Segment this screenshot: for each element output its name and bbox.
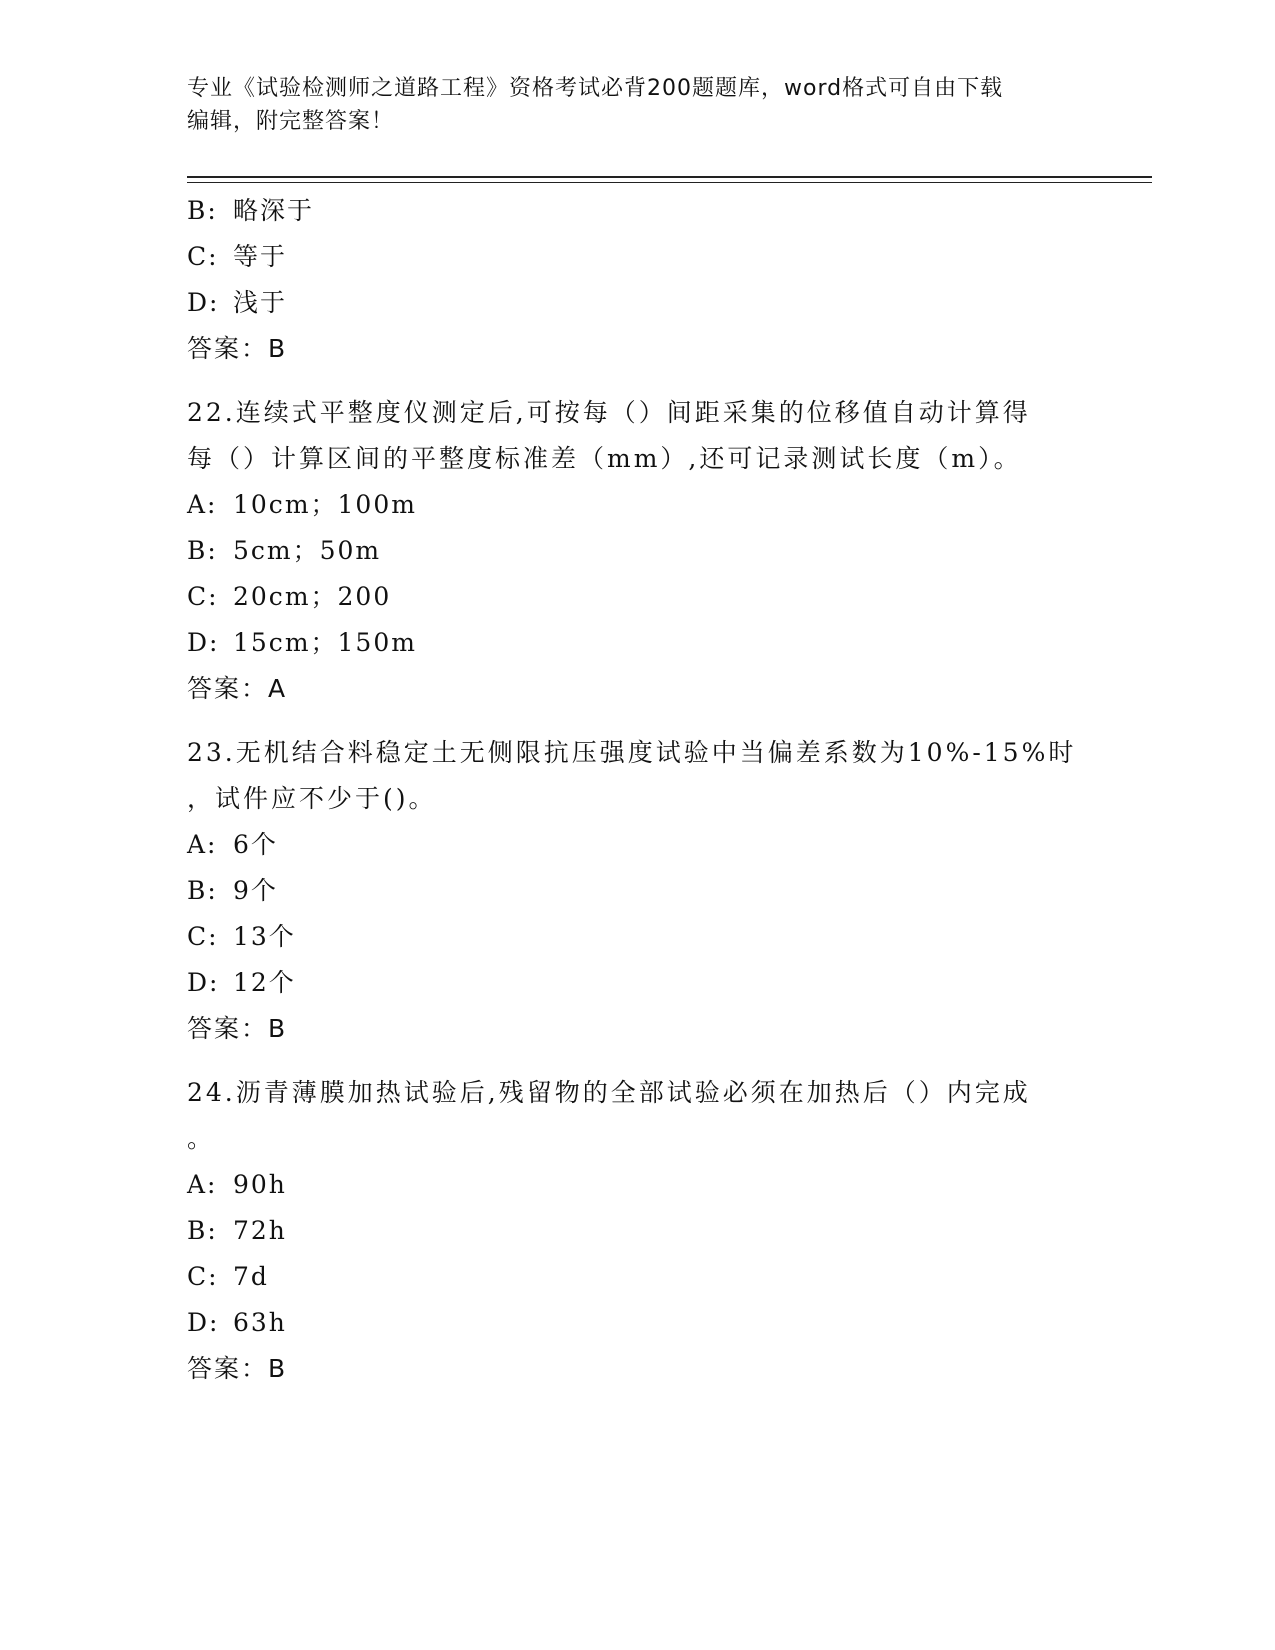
question-block-22	[187, 390, 1087, 712]
option-label: A:	[187, 1170, 218, 1199]
option-label: C:	[187, 1262, 219, 1291]
option-label: D:	[187, 968, 220, 997]
option-label: B:	[187, 196, 218, 225]
option-text: 6个	[233, 830, 278, 859]
option-text: 10cm；100m	[233, 490, 417, 519]
option-text: 等于	[233, 242, 288, 271]
answer-line: 答案：B	[187, 334, 288, 363]
option-b	[187, 528, 1087, 574]
option-label: B:	[187, 1216, 218, 1245]
option-text: 7d	[233, 1262, 269, 1291]
option-text: 15cm；150m	[233, 628, 417, 657]
option-text: 12个	[233, 968, 296, 997]
header-divider-thick	[187, 176, 1152, 178]
header-line-2: 编辑，附完整答案！	[187, 109, 395, 134]
option-b	[187, 188, 1087, 234]
option-label: D:	[187, 1308, 220, 1337]
option-label: A:	[187, 830, 218, 859]
option-label: D:	[187, 288, 220, 317]
option-label: B:	[187, 876, 218, 905]
question-block-23	[187, 730, 1087, 1052]
question-text-line-2: ，试件应不少于()。	[187, 784, 437, 813]
option-d	[187, 620, 1087, 666]
answer-line: 答案：B	[187, 1014, 288, 1043]
option-label: C:	[187, 242, 219, 271]
option-text: 5cm；50m	[233, 536, 382, 565]
header-divider-thin	[187, 182, 1152, 183]
option-label: A:	[187, 490, 218, 519]
option-c	[187, 914, 1087, 960]
option-text: 9个	[233, 876, 278, 905]
option-b	[187, 1208, 1087, 1254]
option-c	[187, 1254, 1087, 1300]
option-c	[187, 574, 1087, 620]
option-label: D:	[187, 628, 220, 657]
header-line-1: 专业《试验检测师之道路工程》资格考试必背200题题库，word格式可自由下载	[187, 76, 1004, 101]
option-b	[187, 868, 1087, 914]
question-text-line-1: 22.连续式平整度仪测定后,可按每（）间距采集的位移值自动计算得	[187, 398, 1031, 427]
option-text: 20cm；200	[233, 582, 392, 611]
answer-line: 答案：B	[187, 1354, 288, 1383]
question-text-line-2: 。	[187, 1124, 216, 1153]
option-a	[187, 1162, 1087, 1208]
option-text: 63h	[233, 1308, 287, 1337]
question-text	[187, 390, 1087, 482]
option-d	[187, 280, 1087, 326]
question-block-partial	[187, 188, 1087, 372]
question-block-24	[187, 1070, 1087, 1392]
document-header	[187, 72, 1087, 138]
option-text: 略深于	[233, 196, 315, 225]
option-d	[187, 960, 1087, 1006]
option-label: C:	[187, 922, 219, 951]
option-label: C:	[187, 582, 219, 611]
question-text-line-1: 24.沥青薄膜加热试验后,残留物的全部试验必须在加热后（）内完成	[187, 1078, 1031, 1107]
option-d	[187, 1300, 1087, 1346]
question-text	[187, 1070, 1087, 1162]
option-text: 浅于	[233, 288, 288, 317]
option-text: 90h	[233, 1170, 287, 1199]
question-list	[187, 188, 1087, 1408]
question-text-line-1: 23.无机结合料稳定土无侧限抗压强度试验中当偏差系数为10%-15%时	[187, 738, 1077, 767]
question-text	[187, 730, 1087, 822]
option-text: 72h	[233, 1216, 287, 1245]
answer-line: 答案：A	[187, 674, 288, 703]
option-label: B:	[187, 536, 218, 565]
question-text-line-2: 每（）计算区间的平整度标准差（mm）,还可记录测试长度（m）。	[187, 444, 1022, 473]
option-text: 13个	[233, 922, 296, 951]
option-c	[187, 234, 1087, 280]
option-a	[187, 482, 1087, 528]
option-a	[187, 822, 1087, 868]
